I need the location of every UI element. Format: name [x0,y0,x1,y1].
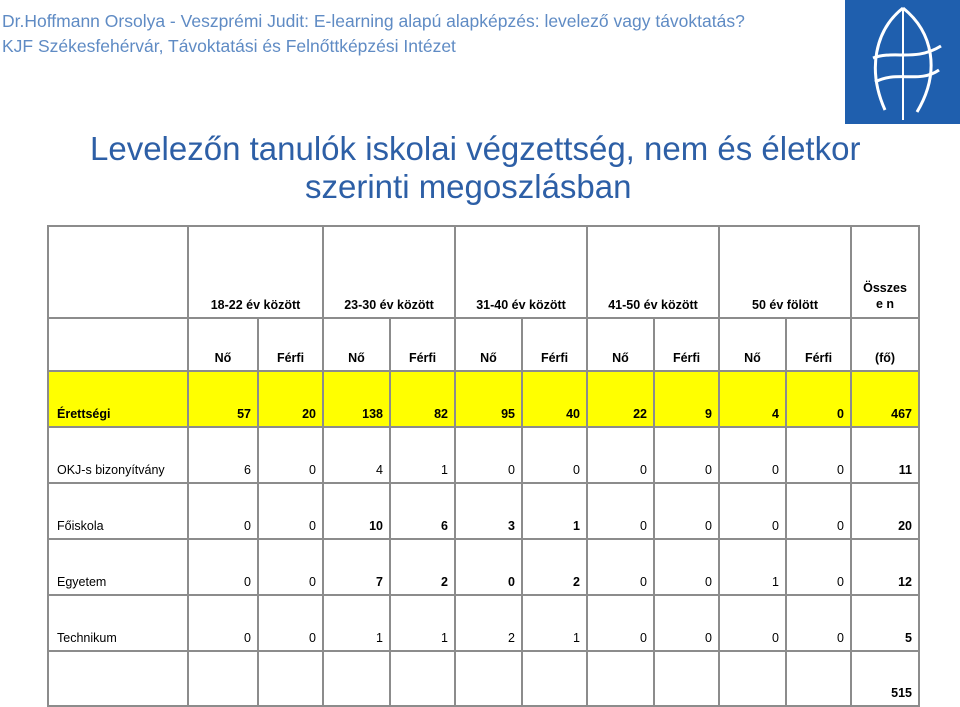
table-row [48,483,919,539]
table-cell: 2 [455,595,522,651]
row-total: 12 [851,539,919,595]
table-row [48,539,919,595]
table-cell: 1 [323,595,390,651]
total-unit: (fő) [851,318,919,371]
table-row [48,371,919,427]
table-cell: 1 [522,483,587,539]
row-label: Érettségi [48,371,188,427]
age-group-header: 50 év fölött [719,226,851,318]
sex-header: Nő [719,318,786,371]
sex-header: Férfi [258,318,323,371]
row-total: 20 [851,483,919,539]
blank-cell [587,651,654,706]
sex-header: Férfi [522,318,587,371]
sex-header: Nő [188,318,258,371]
table-cell: 0 [654,595,719,651]
blank-cell [654,651,719,706]
table-cell: 0 [188,595,258,651]
table-cell: 3 [455,483,522,539]
sex-header: Nő [587,318,654,371]
table-cell: 6 [390,483,455,539]
blank-cell [258,651,323,706]
page-title-line1: Levelezőn tanulók iskolai végzettség, nem és életkor [90,130,861,167]
table-cell: 0 [258,483,323,539]
table-cell: 0 [587,595,654,651]
row-total: 5 [851,595,919,651]
table-cell: 0 [587,483,654,539]
table-cell: 22 [587,371,654,427]
sex-header: Férfi [786,318,851,371]
age-group-header: 18-22 év között [188,226,323,318]
corner-cell [48,226,188,318]
table-cell: 0 [455,539,522,595]
blank-cell [786,651,851,706]
sex-header: Férfi [390,318,455,371]
table-cell: 0 [258,595,323,651]
table-cell: 1 [390,427,455,483]
table-cell: 4 [323,427,390,483]
table-cell: 0 [258,539,323,595]
table-cell: 0 [654,427,719,483]
table-cell: 57 [188,371,258,427]
table-cell: 0 [786,539,851,595]
age-group-header: 31-40 év között [455,226,587,318]
age-group-header: 23-30 év között [323,226,455,318]
table-cell: 9 [654,371,719,427]
table-cell: 20 [258,371,323,427]
age-group-header-row [48,226,919,318]
row-label: Technikum [48,595,188,651]
table-cell: 0 [786,595,851,651]
row-label: Egyetem [48,539,188,595]
blank-cell [390,651,455,706]
table-cell: 95 [455,371,522,427]
sex-header: Nő [455,318,522,371]
table-cell: 4 [719,371,786,427]
blank-cell [719,651,786,706]
table-cell: 0 [522,427,587,483]
table-cell: 1 [522,595,587,651]
sex-header: Nő [323,318,390,371]
blank-cell [48,651,188,706]
table-cell: 0 [719,483,786,539]
header-author-line: Dr.Hoffmann Orsolya - Veszprémi Judit: E-learning alapú alapképzés: levelező vagy távoktatás? [2,11,745,31]
sex-header: Férfi [654,318,719,371]
row-label: Főiskola [48,483,188,539]
grand-total-row [48,651,919,706]
table-row [48,427,919,483]
row-total: 467 [851,371,919,427]
table-cell: 2 [390,539,455,595]
table-cell: 0 [719,427,786,483]
table-cell: 0 [654,539,719,595]
table-cell: 2 [522,539,587,595]
total-header: Összes e n [851,226,919,318]
sex-header-row [48,318,919,371]
table-cell: 0 [786,483,851,539]
table-row [48,595,919,651]
row-total: 11 [851,427,919,483]
table-cell: 0 [587,427,654,483]
table-cell: 1 [719,539,786,595]
table-cell: 0 [719,595,786,651]
table-cell: 40 [522,371,587,427]
table-cell: 0 [455,427,522,483]
blank-cell [48,318,188,371]
table-cell: 0 [188,483,258,539]
blank-cell [188,651,258,706]
table-cell: 0 [786,427,851,483]
page-title-line2: szerinti megoszlásban [305,168,632,205]
row-label: OKJ-s bizonyítvány [48,427,188,483]
table-cell: 0 [188,539,258,595]
table-cell: 0 [654,483,719,539]
table-cell: 7 [323,539,390,595]
grand-total: 515 [851,651,919,706]
table-cell: 82 [390,371,455,427]
blank-cell [522,651,587,706]
leaf-logo-icon [845,0,960,124]
table-cell: 10 [323,483,390,539]
institute-logo [845,0,960,124]
table-cell: 0 [258,427,323,483]
education-table [47,225,920,707]
table-cell: 6 [188,427,258,483]
table-cell: 0 [587,539,654,595]
table-cell: 0 [786,371,851,427]
blank-cell [455,651,522,706]
table-cell: 138 [323,371,390,427]
header-institute-line: KJF Székesfehérvár, Távoktatási és Felnőttképzési Intézet [2,36,456,56]
age-group-header: 41-50 év között [587,226,719,318]
blank-cell [323,651,390,706]
table-cell: 1 [390,595,455,651]
